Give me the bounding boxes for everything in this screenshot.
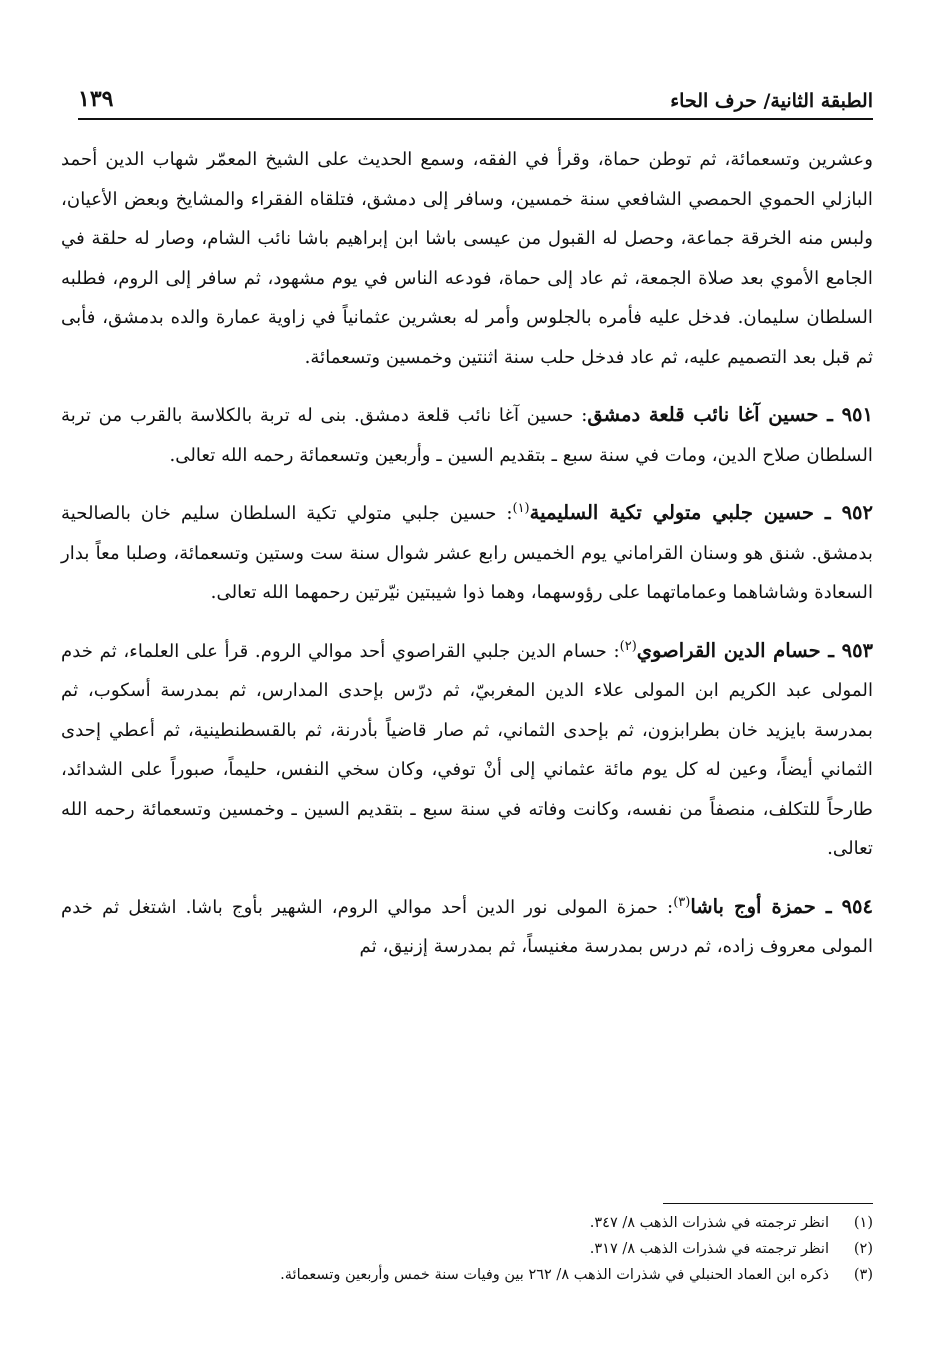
footnotes: [61, 1210, 873, 1288]
entry-heading: ٩٥٢ ـ حسين جلبي متولي تكية السليمية: [529, 501, 873, 524]
footnote-marker: (١): [512, 500, 530, 516]
entry-heading: ٩٥١ ـ حسين آغا نائب قلعة دمشق: [587, 403, 873, 426]
entry-952: [61, 493, 873, 613]
entry-heading: ٩٥٣ ـ حسام الدين القراصوي: [636, 638, 874, 662]
footnote-text: ذكره ابن العماد الحنبلي في شذرات الذهب ٨/ ٢٦٢ بين وفيات سنة خمس وأربعين وتسعمائة.: [280, 1267, 829, 1283]
entry-953: [61, 631, 873, 869]
entry-heading: ٩٥٤ ـ حمزة أوج باشا: [690, 894, 873, 918]
footnote-rule: [663, 1203, 873, 1204]
entry-body: : حسين جلبي متولي تكية السلطان سليم خان بالصالحية بدمشق. شنق هو وسنان القراماني يوم الخميس رابع عشر شوال سنة ست وستين وتسعمائة، وصلبا معاً بدار السعادة وشاشاهما وعماماتهما على رؤوسهما، وهما ذوا شيبتين نيّرتين رحمهما الله تعالى.: [61, 503, 873, 603]
footnote-number: (٢): [853, 1241, 873, 1257]
entry-body: : حسام الدين جلبي القراصوي أحد موالي الروم. قرأ على العلماء، ثم خدم المولى عبد الكريم ابن المولى علاء الدين المغربيّ، ثم درّس بإحدى المدارس، ثم بمدرسة أسكوب، ثم بمدرسة بايزيد خان بطرابزون، ثم بإحدى الثماني، ثم صار قاضياً بأدرنة، ثم بالقسطنطينية، ثم أعطي إحدى الثماني أيضاً، وعين له كل يوم مائة عثماني إلى أنْ توفي، وكان سخي النفس، حليماً، صبوراً على الشدائد، طارحاً للتكلف، منصفاً من نفسه، وكانت وفاته في سنة سبع ـ بتقديم السين ـ وخمسين وتسعمائة رحمه الله تعالى.: [61, 640, 873, 859]
entry-951: [61, 395, 873, 475]
entry-body: : حسين آغا نائب قلعة دمشق. بنى له تربة بالكلاسة بالقرب من تربة السلطان صلاح الدين، ومات في سنة سبع ـ بتقديم السين ـ وأربعين وتسعمائة رحمه الله تعالى.: [61, 405, 873, 466]
intro-paragraph: وعشرين وتسعمائة، ثم توطن حماة، وقرأ في الفقه، وسمع الحديث على الشيخ المعمّر شهاب الدين أحمد البازلي الحموي الحمصي الشافعي سنة خمسين، وسافر إلى دمشق، فتلقاه الفقراء والمشايخ وبعض الأعيان، ولبس منه الخرقة جماعة، وحصل له القبول من عيسى باشا ابن إبراهيم باشا نائب الشام، وصار له حلقة في الجامع الأموي بعد صلاة الجمعة، ثم عاد إلى حماة، فودعه الناس في يوم مشهود، ثم سافر إلى الروم، فطلبه السلطان سليمان. فدخل عليه فأمره بالجلوس وأمر له بعشرين عثمانياً في زاوية عمارة والده بدمشق، فأبى ثم قبل بعد التصميم عليه، ثم عاد فدخل حلب سنة اثنتين وخمسين وتسعمائة.: [61, 149, 873, 368]
entry-body: : حمزة المولى نور الدين أحد موالي الروم، الشهير بأوج باشا. اشتغل ثم خدم المولى معروف زاده، ثم درس بمدرسة مغنيساً، ثم بمدرسة إزنيق، ثم: [61, 896, 873, 957]
footnote-marker: (٣): [673, 894, 691, 910]
footnote-text: انظر ترجمته في شذرات الذهب ٨/ ٣١٧.: [589, 1241, 829, 1257]
footnote-marker: (٢): [619, 638, 637, 654]
header-rule: [78, 118, 873, 120]
page-number: ١٣٩: [78, 86, 114, 112]
page-header: [78, 86, 873, 120]
footnote-2: [61, 1236, 873, 1262]
entry-954: [61, 887, 873, 967]
footnote-text: انظر ترجمته في شذرات الذهب ٨/ ٣٤٧.: [589, 1215, 829, 1231]
running-title: الطبقة الثانية/ حرف الحاء: [670, 90, 873, 112]
footnote-number: (١): [853, 1215, 873, 1231]
footnote-number: (٣): [853, 1267, 873, 1283]
main-text: [61, 140, 873, 967]
footnote-3: [61, 1262, 873, 1288]
footnote-1: [61, 1210, 873, 1236]
